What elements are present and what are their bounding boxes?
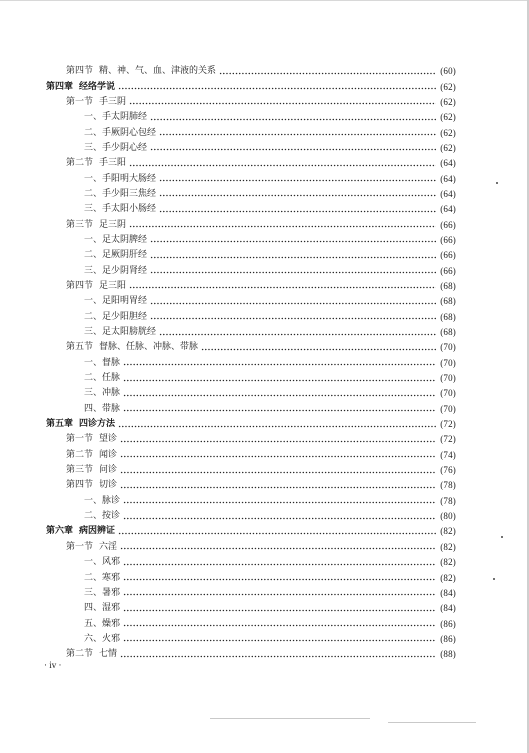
toc-entry-number: 第二节 [66,449,94,460]
page-number: · iv · [44,660,62,670]
toc-entry-title: 望诊 [99,434,118,445]
dot-leader [219,70,436,76]
toc-entry-page: (66) [440,219,456,230]
toc-entry-title: 督脉、任脉、冲脉、带脉 [99,342,199,353]
toc-entry-title: 二、足少阳胆经 [84,311,148,322]
dot-leader [129,162,436,168]
toc-entry-label [66,432,120,447]
dot-leader [118,423,436,429]
dot-leader [120,438,436,444]
toc-entry-page: (62) [440,96,456,107]
toc-entry-label [46,80,118,95]
toc-entry-label [66,340,201,355]
toc-entry-page: (60) [440,66,456,77]
toc-entry-page: (64) [440,173,456,184]
toc-entry-page: (68) [440,296,456,307]
scan-border-top [0,0,529,1]
toc-item-row [46,555,456,570]
dot-leader [159,193,436,199]
toc-entry-label [84,141,150,156]
toc-entry-label [84,187,159,202]
toc-section-row [46,217,456,232]
toc-entry-page: (64) [440,158,456,169]
dot-leader [123,362,436,368]
toc-section-row [46,156,456,171]
dot-leader [120,653,436,659]
toc-section-row [46,279,456,294]
toc-entry-title: 手三阴 [99,96,127,107]
toc-entry-page: (86) [440,633,456,644]
toc-item-row [46,356,456,371]
toc-entry-label [84,494,123,509]
dot-leader [150,300,436,306]
toc-item-row [46,263,456,278]
toc-entry-title: 经络学说 [79,81,116,92]
toc-entry-number: 第五章 [46,419,74,430]
toc-entry-label [84,371,123,386]
dot-leader [123,638,436,644]
toc-entry-page: (72) [440,419,456,430]
toc-entry-page: (80) [440,511,456,522]
toc-entry-label [46,524,118,539]
toc-entry-label [84,402,123,417]
toc-entry-label [84,294,150,309]
toc-entry-page: (66) [440,265,456,276]
toc-entry-label [84,126,159,141]
toc-entry-title: 一、风邪 [84,557,121,568]
table-of-contents [46,64,456,662]
toc-entry-title: 三、手太阳小肠经 [84,204,157,215]
toc-entry-page: (68) [440,280,456,291]
toc-item-row [46,386,456,401]
toc-entry-label [66,156,129,171]
toc-item-row [46,325,456,340]
scan-speck [496,182,498,184]
dot-leader [123,408,436,414]
dot-leader [120,454,436,460]
toc-entry-page: (62) [440,142,456,153]
toc-entry-title: 二、寒邪 [84,572,121,583]
toc-entry-title: 一、督脉 [84,357,121,368]
toc-entry-title: 七情 [99,649,118,660]
dot-leader [159,178,436,184]
toc-entry-title: 一、手太阴肺经 [84,112,148,123]
dot-leader [123,607,436,613]
toc-entry-title: 手三阳 [99,158,127,169]
toc-entry-title: 六淫 [99,541,118,552]
toc-item-row [46,110,456,125]
dot-leader [123,377,436,383]
dot-leader [159,331,436,337]
toc-entry-page: (88) [440,649,456,660]
dot-leader [123,500,436,506]
toc-entry-title: 足三阳 [99,280,127,291]
toc-item-row [46,601,456,616]
toc-entry-title: 二、手少阳三焦经 [84,188,157,199]
toc-chapter-row [46,79,456,94]
toc-item-row [46,509,456,524]
toc-entry-title: 三、足少阴肾经 [84,265,148,276]
dot-leader [123,392,436,398]
toc-entry-label [66,448,120,463]
toc-entry-number: 第二节 [66,158,94,169]
toc-entry-page: (64) [440,188,456,199]
toc-entry-title: 一、足阳明胃经 [84,296,148,307]
toc-entry-number: 第三节 [66,465,94,476]
dot-leader [123,592,436,598]
toc-entry-title: 五、燥邪 [84,618,121,629]
dot-leader [123,515,436,521]
dot-leader [120,484,436,490]
toc-chapter-row [46,417,456,432]
toc-entry-title: 六、火邪 [84,633,121,644]
toc-entry-number: 第一节 [66,96,94,107]
toc-entry-title: 三、手少阴心经 [84,142,148,153]
dot-leader [123,623,436,629]
dot-leader [150,270,436,276]
dot-leader [123,577,436,583]
toc-entry-label [66,279,129,294]
toc-entry-page: (82) [440,572,456,583]
toc-entry-page: (76) [440,465,456,476]
toc-entry-label [66,218,129,233]
toc-item-row [46,310,456,325]
toc-entry-page: (62) [440,112,456,123]
toc-item-row [46,632,456,647]
toc-entry-number: 第四章 [46,81,74,92]
toc-entry-title: 一、脉诊 [84,495,121,506]
dot-leader [150,254,436,260]
toc-section-row [46,478,456,493]
toc-entry-page: (66) [440,250,456,261]
toc-entry-page: (84) [440,587,456,598]
scan-speck [501,536,503,538]
toc-entry-title: 二、任脉 [84,373,121,384]
toc-item-row [46,233,456,248]
scan-line [210,718,370,719]
dot-leader [129,224,436,230]
toc-entry-label [84,248,150,263]
toc-entry-label [66,95,129,110]
toc-entry-label [66,540,120,555]
toc-entry-page: (70) [440,388,456,399]
toc-entry-label [84,110,150,125]
dot-leader [118,530,436,536]
dot-leader [150,239,436,245]
toc-entry-number: 第三节 [66,219,94,230]
toc-entry-title: 闻诊 [99,449,118,460]
toc-entry-label [84,601,123,616]
dot-leader [159,208,436,214]
toc-item-row [46,125,456,140]
toc-entry-title: 二、按诊 [84,511,121,522]
toc-item-row [46,248,456,263]
toc-entry-page: (70) [440,342,456,353]
toc-item-row [46,570,456,585]
toc-entry-label [66,463,120,478]
toc-entry-page: (62) [440,81,456,92]
toc-entry-title: 一、手阳明大肠经 [84,173,157,184]
toc-entry-label [66,64,219,79]
toc-item-row [46,616,456,631]
toc-entry-page: (74) [440,449,456,460]
toc-item-row [46,171,456,186]
dot-leader [150,147,436,153]
toc-entry-title: 二、手厥阴心包经 [84,127,157,138]
toc-entry-label [84,509,123,524]
toc-entry-page: (86) [440,618,456,629]
toc-section-row [46,340,456,355]
toc-entry-page: (62) [440,127,456,138]
toc-entry-label [84,571,123,586]
toc-entry-page: (68) [440,327,456,338]
toc-section-row [46,463,456,478]
toc-section-row [46,647,456,662]
toc-item-row [46,371,456,386]
toc-entry-title: 问诊 [99,465,118,476]
toc-item-row [46,141,456,156]
toc-entry-number: 第四节 [66,280,94,291]
toc-entry-page: (66) [440,234,456,245]
toc-entry-page: (82) [440,557,456,568]
toc-entry-number: 第四节 [66,480,94,491]
toc-entry-title: 切诊 [99,480,118,491]
toc-entry-title: 二、足厥阴肝经 [84,250,148,261]
toc-item-row [46,402,456,417]
scan-speck [493,578,495,580]
toc-item-row [46,202,456,217]
toc-item-row [46,187,456,202]
toc-entry-title: 一、足太阴脾经 [84,234,148,245]
toc-entry-page: (70) [440,403,456,414]
toc-entry-title: 三、暑邪 [84,587,121,598]
toc-entry-title: 四诊方法 [79,419,116,430]
toc-item-row [46,494,456,509]
toc-item-row [46,586,456,601]
toc-entry-title: 精、神、气、血、津液的关系 [99,66,217,77]
toc-entry-number: 第一节 [66,434,94,445]
toc-section-row [46,540,456,555]
toc-entry-page: (82) [440,526,456,537]
toc-entry-title: 四、湿邪 [84,603,121,614]
dot-leader [123,561,436,567]
toc-entry-title: 三、冲脉 [84,388,121,399]
toc-entry-label [84,617,123,632]
toc-entry-page: (72) [440,434,456,445]
toc-entry-number: 第六章 [46,526,74,537]
toc-entry-label [84,233,150,248]
scan-line [388,722,476,723]
toc-section-row [46,64,456,79]
toc-entry-page: (82) [440,541,456,552]
dot-leader [120,546,436,552]
dot-leader [129,101,436,107]
toc-entry-label [84,325,159,340]
toc-entry-label [84,356,123,371]
toc-entry-page: (70) [440,373,456,384]
toc-entry-page: (68) [440,311,456,322]
toc-entry-title: 病因辨证 [79,526,116,537]
toc-entry-page: (84) [440,603,456,614]
toc-section-row [46,448,456,463]
toc-entry-page: (64) [440,204,456,215]
toc-entry-number: 第五节 [66,342,94,353]
toc-entry-title: 三、足太阳膀胱经 [84,327,157,338]
dot-leader [150,116,436,122]
dot-leader [118,86,436,92]
dot-leader [201,346,436,352]
toc-entry-label [84,264,150,279]
toc-entry-label [66,478,120,493]
toc-entry-page: (78) [440,495,456,506]
toc-entry-label [46,417,118,432]
dot-leader [129,285,436,291]
toc-item-row [46,294,456,309]
dot-leader [159,132,436,138]
toc-entry-label [84,172,159,187]
toc-section-row [46,95,456,110]
toc-entry-number: 第一节 [66,541,94,552]
toc-entry-page: (70) [440,357,456,368]
toc-entry-label [66,647,120,662]
dot-leader [150,316,436,322]
toc-entry-label [84,586,123,601]
toc-entry-title: 足三阴 [99,219,127,230]
toc-entry-label [84,555,123,570]
toc-entry-label [84,632,123,647]
toc-chapter-row [46,524,456,539]
toc-entry-label [84,202,159,217]
toc-entry-title: 四、带脉 [84,403,121,414]
toc-entry-label [84,386,123,401]
toc-entry-number: 第四节 [66,66,94,77]
dot-leader [120,469,436,475]
toc-section-row [46,432,456,447]
toc-entry-page: (78) [440,480,456,491]
toc-entry-number: 第二节 [66,649,94,660]
toc-entry-label [84,310,150,325]
